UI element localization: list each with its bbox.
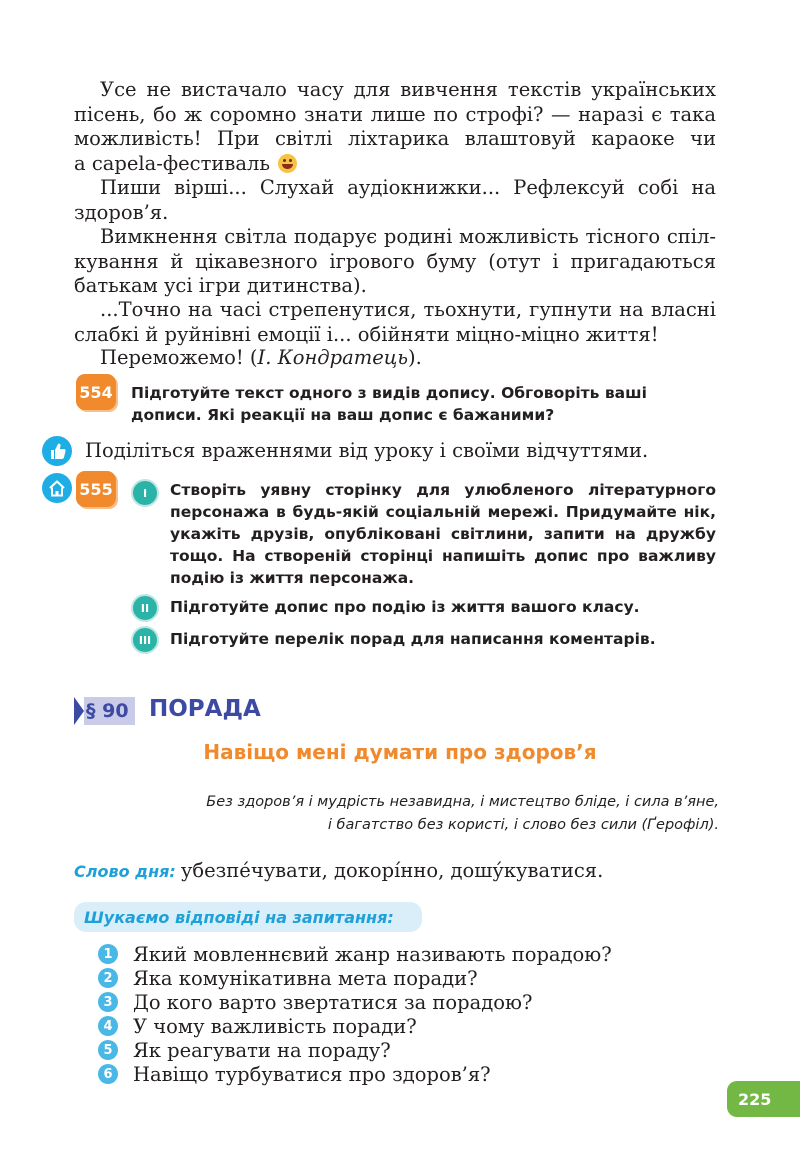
level-label: I bbox=[142, 486, 148, 500]
paragraph-signature bbox=[74, 346, 716, 371]
question-text: Який мовленнєвий жанр називають порадою? bbox=[133, 942, 612, 966]
level-1-icon bbox=[131, 479, 159, 507]
question-text: До кого варто звертатися за порадою? bbox=[133, 990, 533, 1014]
question-text: Як реагувати на пораду? bbox=[133, 1038, 391, 1062]
question-item bbox=[98, 942, 612, 966]
text-line: пісень, бо ж соромно знати лише по строфі? — наразі є така bbox=[74, 102, 716, 126]
section-number-badge bbox=[74, 697, 135, 725]
task-555-badge bbox=[76, 471, 116, 507]
page-number-text: 225 bbox=[738, 1089, 772, 1109]
thumbs-up-icon bbox=[42, 436, 72, 466]
question-text: Навіщо турбуватися про здоров’я? bbox=[133, 1062, 491, 1086]
question-number: 6 bbox=[98, 1064, 118, 1084]
text-line: можливість! При світлі ліхтарика влаштовуй караоке чи bbox=[74, 127, 716, 150]
text-line: Вимкнення світла подарує родині можливість тісного спіл- bbox=[100, 225, 716, 248]
question-item bbox=[98, 990, 532, 1014]
question-number: 1 bbox=[98, 944, 118, 964]
task-number: 554 bbox=[79, 382, 113, 402]
paragraph-audiobooks bbox=[74, 176, 716, 225]
section-chevron-icon bbox=[74, 697, 84, 725]
level-label: III bbox=[138, 633, 152, 647]
word-of-day-label: Слово дня: bbox=[74, 862, 176, 881]
text-line: Пиши вірші... Слухай аудіокнижки... Рефлексуй собі на bbox=[100, 176, 716, 199]
question-number: 4 bbox=[98, 1016, 118, 1036]
text-line bbox=[74, 346, 716, 371]
paragraph-karaoke bbox=[74, 78, 716, 176]
text-line: батькам усі ігри дитинства). bbox=[74, 274, 367, 297]
text-line: кування й цікавезного ігрового буму (отут і пригадаються bbox=[74, 249, 716, 273]
question-item bbox=[98, 1062, 491, 1086]
questions-heading-text: Шукаємо відповіді на запитання: bbox=[84, 907, 394, 927]
word-of-day-text: убезпе́чувати, докорі́нно, дошу́куватися. bbox=[180, 859, 604, 882]
question-number: 5 bbox=[98, 1040, 118, 1060]
question-text: У чому важливість поради? bbox=[133, 1014, 417, 1038]
page-number bbox=[727, 1081, 800, 1117]
level-2-icon bbox=[131, 594, 159, 622]
epigraph-line: Без здоров’я і мудрість незавидна, і мистецтво бліде, і сила в’яне, bbox=[206, 794, 719, 810]
text-line: Усе не вистачало часу для вивчення текстів українських bbox=[100, 78, 716, 101]
text-line bbox=[74, 152, 716, 177]
author-name: І. Кондратець bbox=[257, 346, 409, 369]
epigraph bbox=[99, 791, 719, 837]
text-line-content: а capela-фестиваль bbox=[74, 151, 277, 175]
question-item bbox=[98, 1014, 417, 1038]
paragraph-emotions bbox=[74, 298, 716, 347]
level-3-icon bbox=[131, 626, 159, 654]
home-icon bbox=[42, 473, 72, 503]
topic-title: Навіщо мені думати про здоров’я bbox=[203, 740, 597, 764]
section-title: ПОРАДА bbox=[149, 696, 261, 722]
text-part: ). bbox=[408, 346, 422, 369]
question-number: 3 bbox=[98, 992, 118, 1012]
epigraph-line: і багатство без користі, і слово без сили (Ґерофіл). bbox=[327, 817, 719, 833]
question-item bbox=[98, 966, 478, 990]
task-555-level-3-text: Підготуйте перелік порад для написання коментарів. bbox=[170, 630, 656, 648]
word-of-day bbox=[74, 859, 603, 882]
task-554-badge bbox=[76, 374, 116, 410]
text-line: ...Точно на часі стрепенутися, тьохнути, гупнути на власні bbox=[100, 298, 716, 321]
question-item bbox=[98, 1038, 391, 1062]
task-555-level-2-text: Підготуйте допис про подію із життя вашого класу. bbox=[170, 598, 640, 616]
questions-heading bbox=[74, 902, 422, 932]
task-number: 555 bbox=[79, 479, 113, 499]
grinning-face-icon bbox=[278, 154, 297, 173]
text-line: здоров’я. bbox=[74, 200, 169, 224]
reflection-text: Поділіться враженнями від уроку і своїми відчуттями. bbox=[85, 439, 649, 462]
question-text: Яка комунікативна мета поради? bbox=[133, 966, 478, 990]
text-line: слабкі й руйнівні емоції і... обійняти міцно-міцно життя! bbox=[74, 322, 659, 346]
paragraph-family bbox=[74, 225, 716, 299]
task-555-level-1-text: Створіть уявну сторінку для улюбленого літературного персонажа в будь-якій соціальній мережі. Придумайте нік, укажіть друзів, опубліковані світлини, запити на дружбу тощо. На створеній сторінці напишіть допис про важливу подію із життя персонажа. bbox=[170, 481, 716, 587]
task-554-text: Підготуйте текст одного з видів допису. Обговоріть ваші дописи. Які реакції на ваш допис є бажаними? bbox=[131, 384, 647, 424]
question-number: 2 bbox=[98, 968, 118, 988]
level-label: II bbox=[140, 601, 150, 615]
text-part: Переможемо! ( bbox=[100, 346, 258, 369]
section-number: § 90 bbox=[84, 697, 135, 725]
